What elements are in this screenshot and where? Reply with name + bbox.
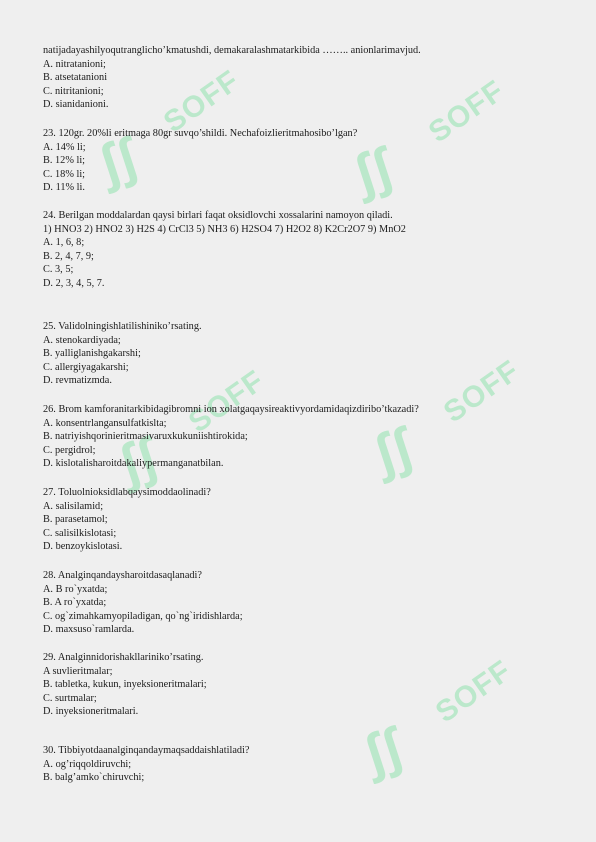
answer-option: A. salisilamid; bbox=[43, 500, 104, 512]
answer-option: B. 2, 4, 7, 9; bbox=[43, 250, 94, 262]
answer-option: D. sianidanioni. bbox=[43, 99, 109, 111]
watermark-logo-icon: ʃʃ bbox=[356, 716, 410, 786]
answer-option: B. 12% li; bbox=[43, 155, 86, 167]
answer-option: B. yalliglanishgakarshi; bbox=[43, 348, 141, 360]
watermark-text: SOFF bbox=[437, 353, 526, 430]
question-block bbox=[43, 651, 563, 719]
answer-option: A. 1, 6, 8; bbox=[43, 237, 85, 249]
answer-option: B. tabletka, kukun, inyeksioneritmalari; bbox=[43, 679, 207, 691]
answer-option: D. kislotalisharoitdakaliypermanganatbilan. bbox=[43, 458, 224, 470]
answer-option: D. 2, 3, 4, 5, 7. bbox=[43, 277, 105, 289]
answer-option: A. 14% li; bbox=[43, 141, 86, 153]
watermark-text: SOFF bbox=[422, 73, 511, 150]
question-block bbox=[43, 209, 563, 291]
answer-option: C. og`zimahkamyopiladigan, qo`ng`iridishlarda; bbox=[43, 610, 243, 622]
answer-option: B. natriyishqorinieritmasivaruxkukuniishtirokida; bbox=[43, 431, 248, 443]
answer-option: A suvlieritmalar; bbox=[43, 665, 113, 677]
answer-option: B. atsetatanioni bbox=[43, 72, 108, 84]
question-block bbox=[43, 486, 563, 554]
question-block bbox=[43, 127, 563, 195]
answer-option: A. konsentrlangansulfatkislta; bbox=[43, 417, 167, 429]
answer-option: B. parasetamol; bbox=[43, 514, 108, 526]
answer-option: A. nitratanioni; bbox=[43, 58, 106, 70]
question-block bbox=[43, 744, 563, 785]
question-block bbox=[43, 403, 563, 471]
chemical-formula-list: 1) HNO3 2) HNO2 3) H2S 4) CrCl3 5) NH3 6) H2SO4 7) H2O2 8) K2Cr2O7 9) MnO2 bbox=[43, 223, 406, 235]
question-text: 29. Analginnidorishakllariniko’rsating. bbox=[43, 652, 204, 663]
question-text: natijadayashilyoqutranglicho’kmatushdi, demakaralashmatarkibida …….. anionlarimavjud. bbox=[43, 45, 421, 56]
watermark-text: SOFF bbox=[429, 653, 518, 730]
watermark-text: SOFF bbox=[157, 63, 246, 140]
watermark-logo-icon: ʃʃ bbox=[346, 136, 400, 206]
watermark-logo-icon: ʃʃ bbox=[91, 126, 145, 196]
answer-option: C. 3, 5; bbox=[43, 264, 74, 276]
answer-option: A. B ro`yxatda; bbox=[43, 583, 108, 595]
question-text: 23. 120gr. 20%li eritmaga 80gr suvqo’shildi. Nechafoizlieritmahosibo’lgan? bbox=[43, 128, 358, 139]
watermark-text: SOFF bbox=[182, 363, 271, 440]
answer-option: C. allergiyagakarshi; bbox=[43, 361, 129, 373]
answer-option: A. stenokardiyada; bbox=[43, 334, 121, 346]
question-block bbox=[43, 320, 563, 388]
answer-option: D. inyeksioneritmalari. bbox=[43, 706, 139, 718]
question-text: 25. Validolningishlatilishiniko’rsating. bbox=[43, 321, 202, 332]
answer-option: C. surtmalar; bbox=[43, 692, 97, 704]
answer-option: D. maxsuso`ramlarda. bbox=[43, 624, 135, 636]
question-text: 26. Brom kamforanitarkibidagibromni ion xolatgaqaysireaktivyordamidaqizdiribo’tkazadi? bbox=[43, 404, 419, 415]
answer-option: D. 11% li. bbox=[43, 182, 85, 194]
answer-option: C. nitritanioni; bbox=[43, 85, 104, 97]
answer-option: D. benzoykislotasi. bbox=[43, 541, 123, 553]
question-block bbox=[43, 569, 563, 637]
question-text: 27. Toluolnioksidlabqaysimoddaolinadi? bbox=[43, 487, 211, 498]
answer-option: B. balg’amko`chiruvchi; bbox=[43, 772, 145, 784]
watermark-logo-icon: ʃʃ bbox=[111, 426, 165, 496]
answer-option: C. salisilkislotasi; bbox=[43, 527, 117, 539]
answer-option: C. pergidrol; bbox=[43, 444, 96, 456]
question-text: 28. Analginqandaysharoitdasaqlanadi? bbox=[43, 570, 202, 581]
question-text: 30. Tibbiyotdaanalginqandaymaqsaddaishlatiladi? bbox=[43, 745, 250, 756]
question-block bbox=[43, 44, 563, 112]
watermark-logo-icon: ʃʃ bbox=[366, 416, 420, 486]
answer-option: B. A ro`yxatda; bbox=[43, 597, 107, 609]
answer-option: A. og’riqqoldiruvchi; bbox=[43, 758, 132, 770]
answer-option: D. revmatizmda. bbox=[43, 375, 112, 387]
question-text: 24. Berilgan moddalardan qaysi birlari faqat oksidlovchi xossalarini namoyon qiladi. bbox=[43, 210, 393, 221]
answer-option: C. 18% li; bbox=[43, 168, 86, 180]
